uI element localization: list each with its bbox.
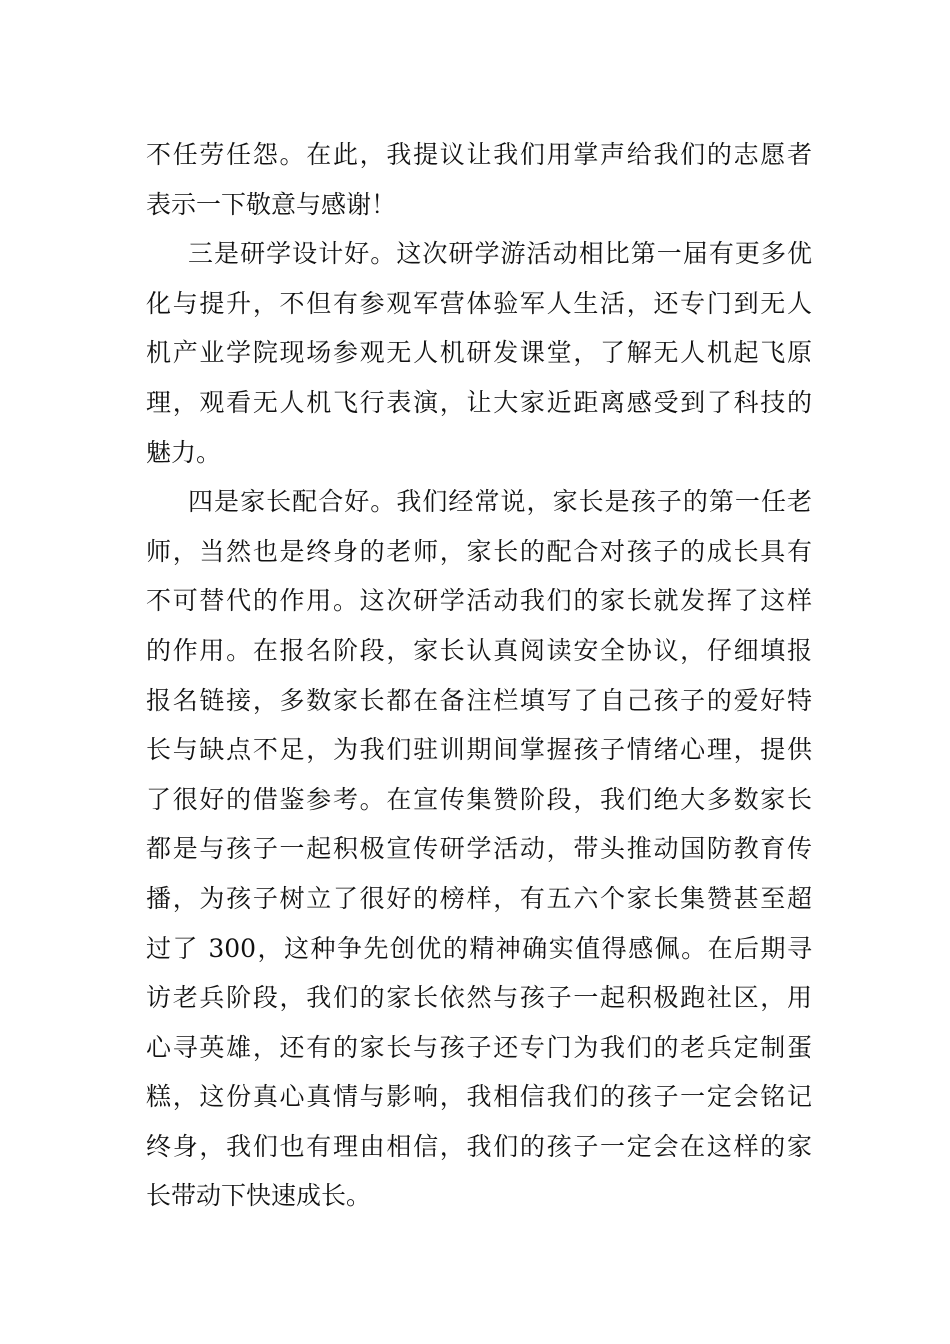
text-line: 机产业学院现场参观无人机研发课堂，了解无人机起飞原 (146, 338, 812, 368)
text-line: 师，当然也是终身的老师，家长的配合对孩子的成长具有 (146, 536, 812, 566)
paragraph-volunteers (146, 130, 812, 229)
text-line: 了很好的借鉴参考。在宣传集赞阶段，我们绝大多数家长 (146, 784, 812, 814)
text-line: 的作用。在报名阶段，家长认真阅读安全协议，仔细填报 (146, 635, 812, 665)
paragraph-study-design (146, 229, 812, 477)
text-line: 糕，这份真心真情与影响，我相信我们的孩子一定会铭记 (146, 1082, 812, 1112)
text-line: 魅力。 (146, 437, 222, 467)
paragraph-parents-cooperation (146, 477, 812, 1221)
text-line: 心寻英雄，还有的家长与孩子还专门为我们的老兵定制蛋 (146, 1032, 812, 1062)
text-line: 都是与孩子一起积极宣传研学活动，带头推动国防教育传 (146, 834, 812, 864)
text-line: 不可替代的作用。这次研学活动我们的家长就发挥了这样 (146, 586, 812, 616)
text-line: 四是家长配合好。我们经常说，家长是孩子的第一任老 (188, 487, 812, 517)
text-line: 理，观看无人机飞行表演，让大家近距离感受到了科技的 (146, 387, 812, 417)
text-line: 三是研学设计好。这次研学游活动相比第一届有更多优 (188, 239, 812, 269)
text-line: 长与缺点不足，为我们驻训期间掌握孩子情绪心理，提供 (146, 735, 812, 765)
text-line: 过了 300，这种争先创优的精神确实值得感佩。在后期寻 (146, 933, 812, 963)
text-line: 访老兵阶段，我们的家长依然与孩子一起积极跑社区，用 (146, 983, 812, 1013)
text-line: 表示一下敬意与感谢！ (146, 189, 397, 219)
text-line: 播，为孩子树立了很好的榜样，有五六个家长集赞甚至超 (146, 883, 812, 913)
text-line: 化与提升，不但有参观军营体验军人生活，还专门到无人 (146, 288, 812, 318)
text-line: 终身，我们也有理由相信，我们的孩子一定会在这样的家 (146, 1131, 812, 1161)
text-line: 长带动下快速成长。 (146, 1181, 372, 1211)
text-line: 不任劳任怨。在此，我提议让我们用掌声给我们的志愿者 (146, 140, 812, 169)
text-line: 报名链接，多数家长都在备注栏填写了自己孩子的爱好特 (146, 685, 812, 715)
document-page (146, 130, 812, 1221)
